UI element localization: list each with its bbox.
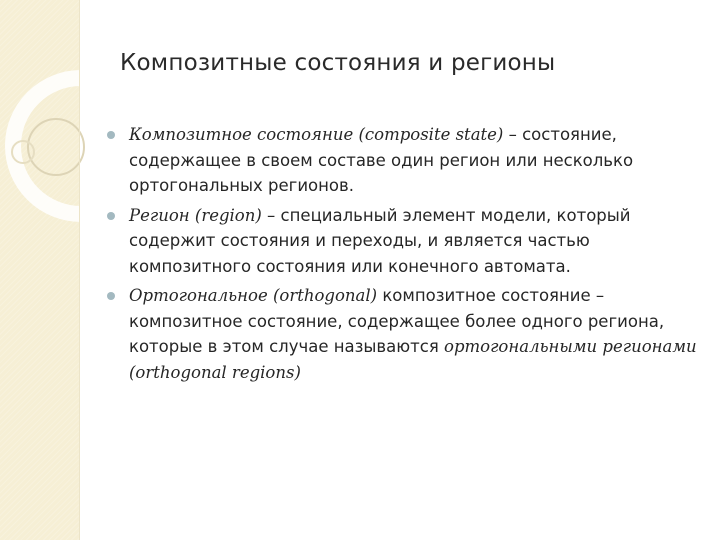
decorative-side-strip <box>0 0 79 540</box>
term-orthogonal-regions: ортогональными регионами (orthogonal regions) <box>129 337 697 382</box>
bullet-dot-icon <box>107 131 115 139</box>
definition-composite-state: – состояние, содержащее в своем составе один регион или несколько ортогональных регионов. <box>129 125 634 195</box>
bullet-item-region <box>107 203 707 280</box>
decorative-ring-tiny <box>11 140 35 164</box>
bullet-dot-icon <box>107 292 115 300</box>
term-region: Регион (region) <box>129 205 262 225</box>
term-composite-state: Композитное состояние (composite state) <box>129 125 504 144</box>
decorative-strip-edge <box>79 0 80 540</box>
bullet-item-composite-state <box>107 122 707 199</box>
bullet-dot-icon <box>107 212 115 220</box>
decorative-ring-small <box>27 118 85 176</box>
bullet-item-orthogonal-state <box>107 283 707 385</box>
slide-content <box>107 122 707 389</box>
slide-title: Композитные состояния и регионы <box>120 50 556 76</box>
definition-orthogonal-state: композитное состояние – композитное состояние, содержащее более одного региона, которые в этом случае называются <box>129 286 665 356</box>
term-orthogonal: Ортогональное (orthogonal) <box>129 286 378 305</box>
definition-region: – специальный элемент модели, который содержит состояния и переходы, и является частью композитного состояния или конечного автомата. <box>129 205 631 276</box>
